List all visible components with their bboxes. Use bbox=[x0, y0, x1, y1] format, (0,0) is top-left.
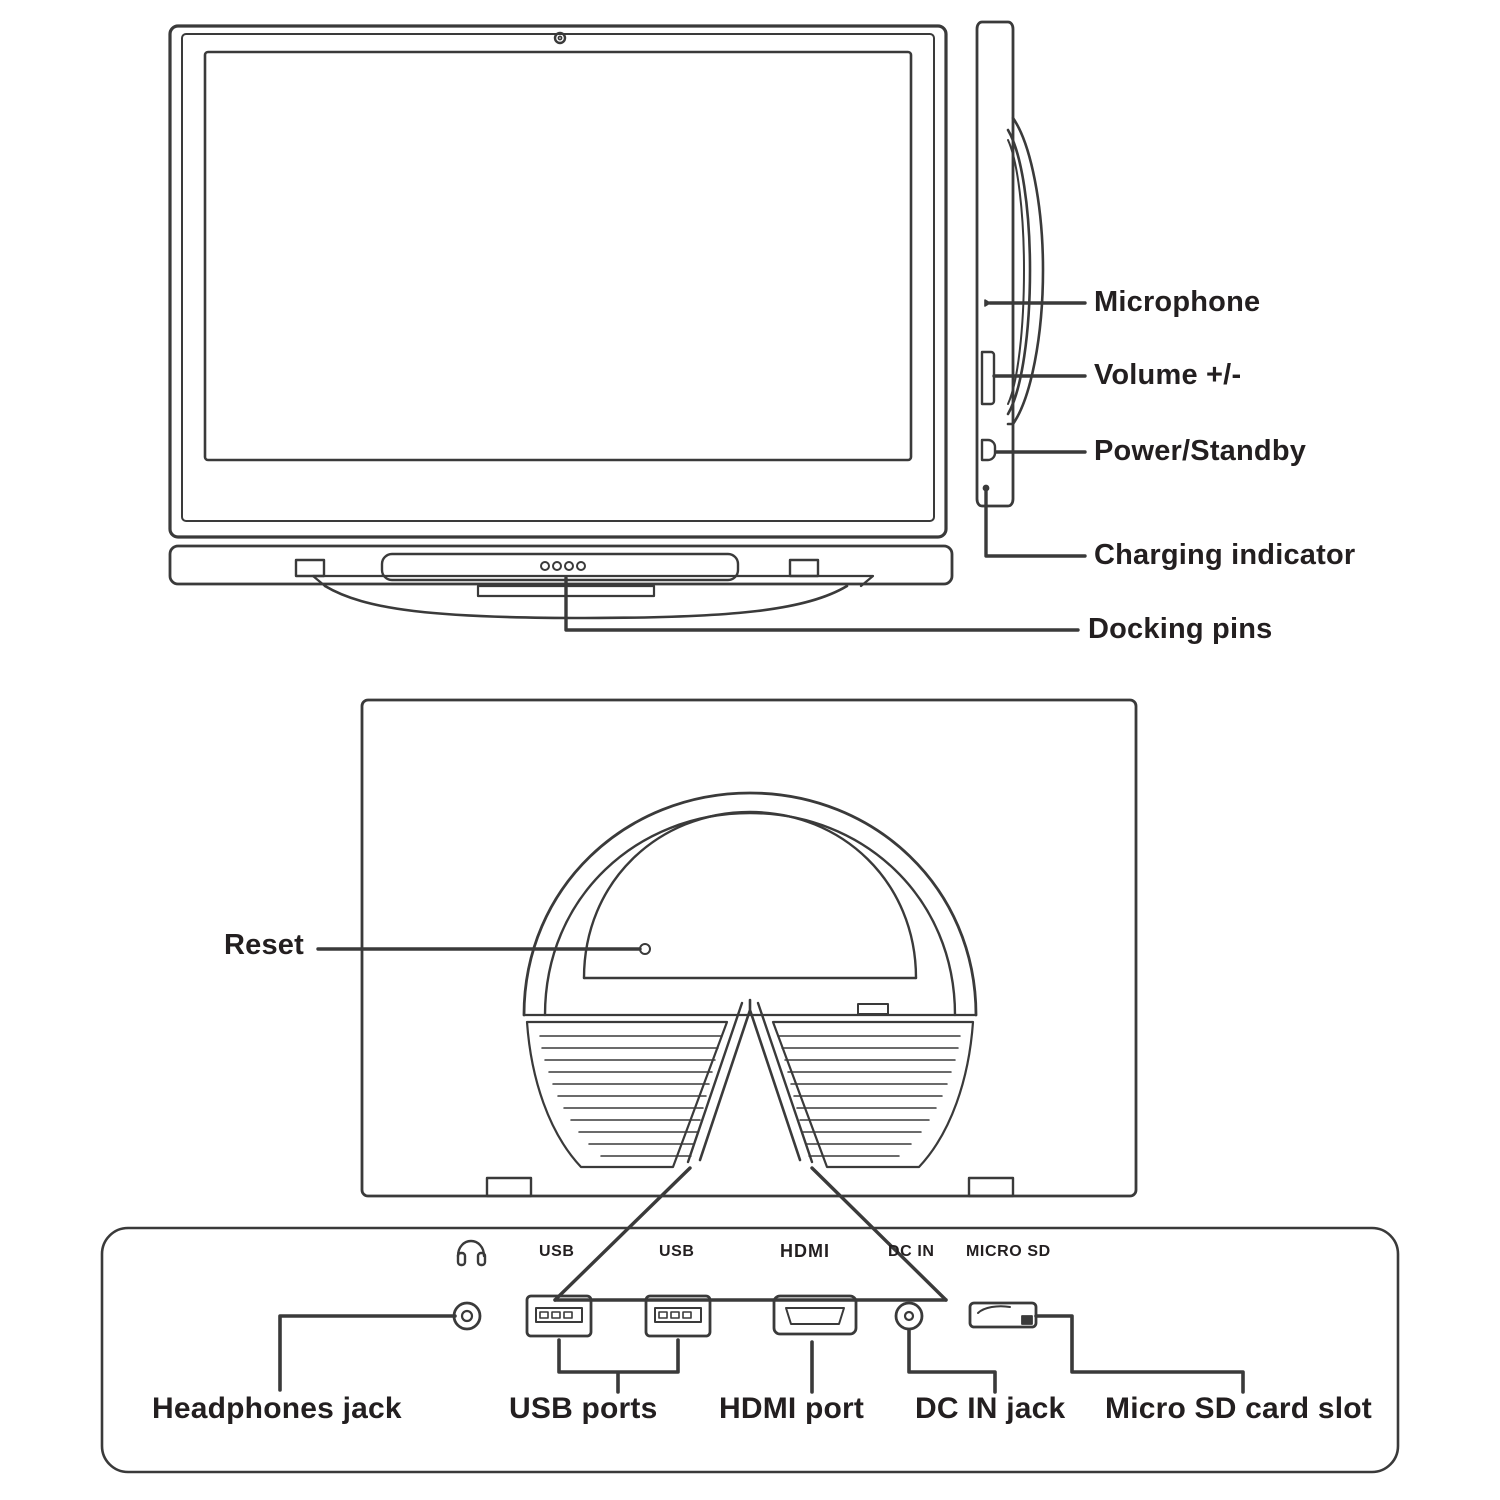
headphones-icon bbox=[458, 1241, 485, 1265]
callout-label-dc-in-jack: DC IN jack bbox=[915, 1392, 1066, 1425]
bottom-leader-lines bbox=[280, 1316, 1243, 1392]
callout-label-headphones-jack: Headphones jack bbox=[152, 1392, 402, 1425]
callout-label-usb-ports: USB ports bbox=[509, 1392, 658, 1425]
callout-label-power-standby: Power/Standby bbox=[1094, 435, 1307, 467]
callout-label-microphone: Microphone bbox=[1094, 286, 1261, 318]
port-label-usb-1: USB bbox=[539, 1243, 575, 1260]
callout-label-micro-sd-card-slot: Micro SD card slot bbox=[1105, 1392, 1372, 1425]
tablet-side-view bbox=[977, 22, 1043, 506]
callout-label-volume: Volume +/- bbox=[1094, 359, 1242, 391]
port-panel-box bbox=[102, 1228, 1398, 1472]
panel-connector-lines bbox=[555, 1168, 946, 1300]
port-label-dc-in: DC IN bbox=[888, 1243, 935, 1260]
port-label-micro-sd: MICRO SD bbox=[966, 1243, 1051, 1260]
port-label-hdmi: HDMI bbox=[780, 1241, 830, 1261]
tablet-front-view bbox=[170, 26, 946, 537]
callout-label-docking-pins: Docking pins bbox=[1088, 613, 1273, 645]
callout-label-reset: Reset bbox=[224, 929, 304, 961]
callout-label-charging-indicator: Charging indicator bbox=[1094, 539, 1356, 571]
dock-base-front bbox=[170, 546, 952, 618]
callout-label-hdmi-port: HDMI port bbox=[719, 1392, 865, 1425]
headphones-jack-shape bbox=[454, 1303, 480, 1329]
dc-in-jack-shape bbox=[896, 1303, 922, 1329]
port-label-usb-2: USB bbox=[659, 1243, 695, 1260]
